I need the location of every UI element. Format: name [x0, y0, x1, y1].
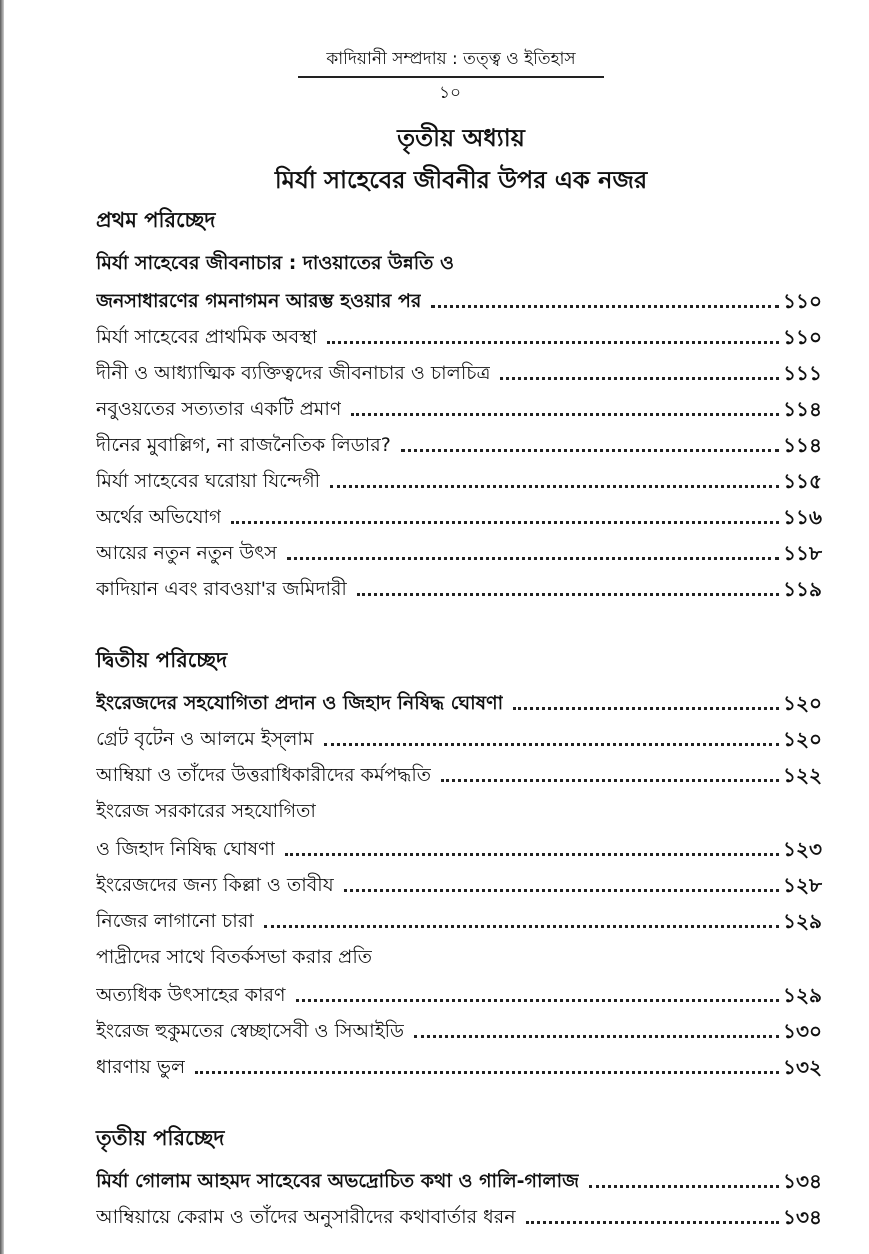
toc-entry-page: ১১৮: [783, 541, 822, 565]
section-heading: তৃতীয় পরিচ্ছেদ: [96, 1126, 225, 1150]
running-title: কাদিয়ানী সম্প্রদায় : তত্ত্ব ও ইতিহাস: [326, 49, 576, 69]
dot-leader: [526, 1221, 779, 1224]
toc-entry-page: ১১৯: [783, 577, 822, 601]
toc-entry-page: ১১৪: [783, 397, 822, 421]
toc-entry-title: গ্রেট বৃটেন ও আলমে ইস্‌লাম: [96, 728, 314, 750]
toc-entry[interactable]: [96, 826, 822, 862]
toc-entry-title: ও জিহাদ নিষিদ্ধ ঘোষণা: [96, 838, 276, 860]
dot-leader: [264, 925, 779, 928]
dot-leader: [357, 593, 779, 596]
toc-entry[interactable]: [96, 350, 822, 386]
toc-entry-title: আম্বিয়ায়ে কেরাম ও তাঁদের অনুসারীদের কথাবার্তার ধরন: [96, 1206, 516, 1228]
toc-entry[interactable]: [96, 240, 822, 276]
toc-entry-title: ইংরেজদের জন্য কিল্লা ও তাবীয: [96, 874, 334, 896]
dot-leader: [500, 377, 779, 380]
dot-leader: [330, 485, 779, 488]
toc-entry-page: ১১৪: [783, 433, 822, 457]
dot-leader: [327, 341, 779, 344]
toc-entry-title: কাদিয়ান এবং রাবওয়া'র জমিদারী: [96, 578, 347, 600]
dot-leader: [513, 707, 779, 710]
toc-entry-page: ১৩২: [783, 1055, 822, 1079]
toc-entry[interactable]: [96, 1008, 822, 1044]
dot-leader: [285, 853, 779, 856]
toc-entry[interactable]: [96, 752, 822, 788]
toc-entry-page: ১৩৪: [783, 1169, 822, 1193]
toc-entry-title: পাদ্রীদের সাথে বিতর্কসভা করার প্রতি: [96, 946, 373, 968]
toc-entry-title: নবুওয়তের সত্যতার একটি প্রমাণ: [96, 398, 342, 420]
toc-entry-page: ১২৩: [783, 837, 822, 861]
toc-entry-page: ১১৬: [783, 505, 822, 529]
toc-entry[interactable]: [96, 494, 822, 530]
toc-entry-title: মির্যা সাহেবের প্রাথমিক অবস্থা: [96, 326, 318, 348]
toc-entry-title: ধারণায় ভুল: [96, 1056, 186, 1078]
toc-entry-title: অর্থের অভিযোগ: [96, 506, 222, 528]
toc-entry-page: ১২৮: [783, 873, 822, 897]
dot-leader: [296, 999, 780, 1002]
dot-leader: [351, 413, 779, 416]
dot-leader: [324, 743, 780, 746]
toc-entry-title: নিজের লাগানো চারা: [96, 910, 254, 932]
dot-leader: [344, 889, 779, 892]
dot-leader: [287, 557, 779, 560]
toc-entry[interactable]: [96, 680, 822, 716]
dot-leader: [441, 779, 779, 782]
toc-entry[interactable]: [96, 422, 822, 458]
dot-leader: [195, 1071, 779, 1074]
section-heading: দ্বিতীয় পরিচ্ছেদ: [96, 648, 228, 672]
toc-entry-title: মির্যা সাহেবের ঘরোয়া যিন্দেগী: [96, 470, 321, 492]
toc-entry-title: অত্যধিক উৎসাহের কারণ: [96, 984, 286, 1006]
toc-entry-title: ইংরেজ হুকুমতের স্বেচ্ছাসেবী ও সিআইডি: [96, 1020, 405, 1042]
chapter-title: মির্যা সাহেবের জীবনীর উপর এক নজর: [274, 166, 648, 194]
toc-entry-title: মির্যা সাহেবের জীবনাচার : দাওয়াতের উন্নতি ও: [96, 252, 454, 274]
toc-entry-page: ১১৫: [783, 469, 822, 493]
toc-entry[interactable]: [96, 716, 822, 752]
toc-entry-title: মির্যা গোলাম আহমদ সাহেবের অভদ্রোচিত কথা ও গালি-গালাজ: [96, 1170, 580, 1192]
dot-leader: [589, 1185, 779, 1188]
dot-leader: [231, 521, 779, 524]
section-heading: প্রথম পরিচ্ছেদ: [96, 208, 216, 232]
toc-entry-title: আম্বিয়া ও তাঁদের উত্তরাধিকারীদের কর্মপদ্ধতি: [96, 764, 432, 786]
toc-entry-page: ১৩০: [783, 1019, 822, 1043]
toc-entry-title: দীনী ও আধ্যাত্মিক ব্যক্তিত্বদের জীবনাচার ও চালচিত্র: [96, 362, 491, 384]
dot-leader: [414, 1035, 779, 1038]
toc-entry[interactable]: [96, 1194, 822, 1230]
toc-entry-page: ১১০: [783, 289, 822, 313]
toc-entry[interactable]: [96, 278, 822, 314]
toc-entry[interactable]: [96, 1158, 822, 1194]
toc-entry-page: ১২৯: [783, 909, 822, 933]
toc-entry-page: ১১০: [783, 325, 822, 349]
toc-entry-title: ইংরেজ সরকারের সহযোগিতা: [96, 800, 316, 822]
toc-entry[interactable]: [96, 458, 822, 494]
dot-leader: [401, 449, 779, 452]
chapter-number: তৃতীয় অধ্যায়: [397, 124, 525, 152]
toc-entry[interactable]: [96, 972, 822, 1008]
page-scan-edge: [0, 0, 4, 1254]
toc-entry[interactable]: [96, 386, 822, 422]
toc-entry-page: ১২৯: [783, 983, 822, 1007]
toc-entry-title: দীনের মুবাল্লিগ, না রাজনৈতিক লিডার?: [96, 434, 391, 456]
toc-entry-title: জনসাধারণের গমনাগমন আরম্ভ হওয়ার পর: [96, 290, 422, 312]
toc-entry[interactable]: [96, 934, 822, 970]
dot-leader: [431, 305, 779, 308]
toc-entry[interactable]: [96, 898, 822, 934]
toc-entry-page: ১৩৪: [783, 1205, 822, 1229]
page-number: ১০: [438, 83, 462, 103]
toc-entry[interactable]: [96, 862, 822, 898]
toc-entry-page: ১২২: [783, 763, 822, 787]
toc-entry[interactable]: [96, 788, 822, 824]
toc-entry[interactable]: [96, 530, 822, 566]
toc-entry-page: ১২০: [783, 691, 822, 715]
toc-entry[interactable]: [96, 1044, 822, 1080]
header-rule: [298, 76, 604, 78]
toc-entry-page: ১১১: [783, 361, 822, 385]
toc-entry-page: ১২০: [783, 727, 822, 751]
toc-entry[interactable]: [96, 314, 822, 350]
toc-entry-title: আয়ের নতুন নতুন উৎস: [96, 542, 277, 564]
toc-entry-title: ইংরেজদের সহযোগিতা প্রদান ও জিহাদ নিষিদ্ধ ঘোষণা: [96, 692, 504, 714]
toc-entry[interactable]: [96, 566, 822, 602]
